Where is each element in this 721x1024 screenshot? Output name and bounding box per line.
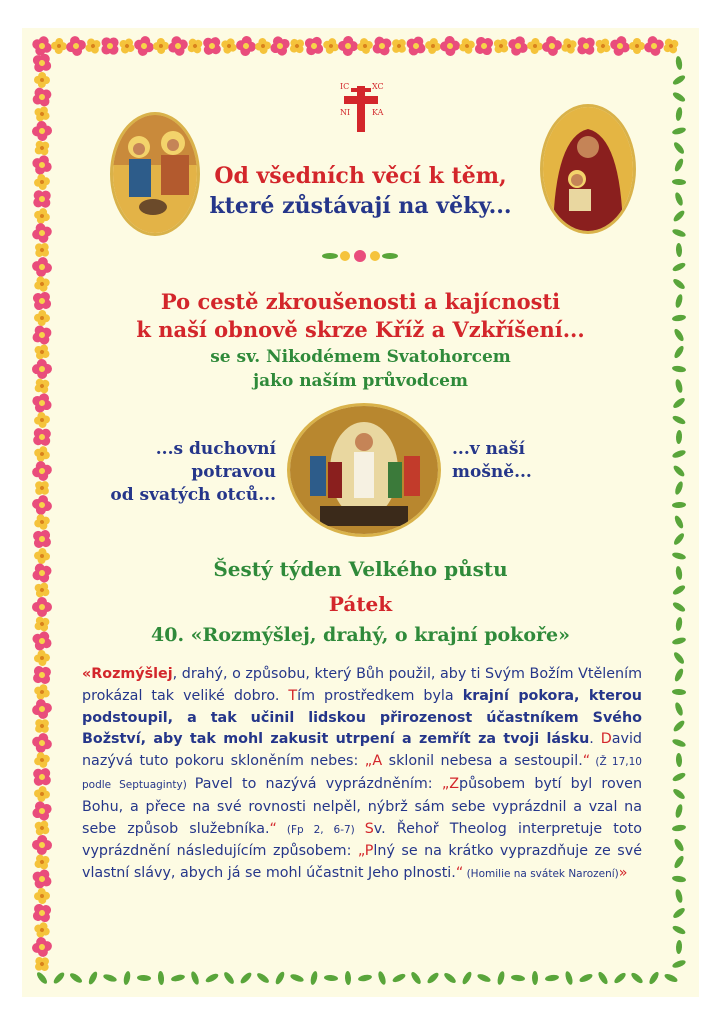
left-side-line3: od svatých otců... [110, 485, 276, 505]
body-p4-quote: působem bytí byl roven Bohu, a přece na své rovnosti nelpěl, nýbrž sám sebe vyprázdnil a vzal na sebe způsob služebníka. [82, 775, 643, 837]
body-p5-end: » [618, 865, 628, 882]
body-p4-ref: (Fp 2, 6-7) [276, 823, 365, 836]
cross-text-xc: XC [372, 82, 384, 91]
left-side-line2: potravou [191, 462, 276, 482]
heading2-line1: Po cestě zkroušenosti a kajícnosti [160, 289, 561, 314]
body-p2-end: . [589, 731, 601, 748]
body-p5: v. Řehoř Theolog interpretuje toto vyprázdnění následujícím způsobem: [82, 820, 642, 860]
body-p5-quote-red: „P [357, 843, 374, 860]
heading2-line4: jako naším průvodcem [253, 371, 468, 391]
week-title: Šestý týden Velkého půstu [213, 557, 508, 581]
body-p5-ref: (Homilie na svátek Narození) [463, 868, 619, 881]
body-p3-ref: (Ž 17,10 podle Septuaginty) [82, 756, 642, 791]
day-title: Pátek [328, 592, 393, 616]
right-side-line1: ...v naší [452, 439, 525, 459]
body-p2: ím prostředkem byla [297, 687, 463, 704]
body-p5-quote-close: “ [455, 865, 464, 882]
body-p4: Pavel to nazývá vyprázdněním: [194, 775, 442, 792]
cross-text-ka: KA [372, 108, 384, 117]
heading2-line3: se sv. Nikodémem Svatohorcem [210, 347, 511, 367]
body-p5-red: S [364, 820, 374, 837]
body-p3-quote-close: “ [582, 753, 591, 770]
heading2-line2: k naší obnově skrze Kříž a Vzkříšení... [136, 317, 585, 342]
heading1-line1: Od všedních věcí k těm, [214, 163, 507, 189]
body-p2-red: T [288, 687, 298, 704]
body-p3-red: D [600, 731, 612, 748]
body-p4-quote-red: „Z [441, 775, 460, 792]
left-side-text [96, 438, 276, 507]
reading-body [82, 664, 642, 886]
body-p1-red: «Rozmýšlej [82, 666, 173, 682]
body-p5-quote: lný se na krátko vyprazdňuje ze své vlastní slávy, abych já se mohl účastnit Jeho plnosti. [82, 843, 642, 882]
body-p1: , drahý, o způsobu, který Bůh použil, aby ti Svým Božím Vtělením prokázal tak veliké dobro. [82, 666, 642, 704]
left-side-line1: ...s duchovní [155, 439, 276, 459]
cross-icon [334, 82, 388, 136]
right-side-line2: mošně... [452, 462, 532, 482]
cross-text-ic: IC [340, 82, 350, 91]
cross-text-ni: NI [340, 108, 351, 117]
body-p3: avid nazývá tuto pokoru skloněním nebes: [82, 731, 642, 770]
heading1-line2: které zůstávají na věky... [209, 193, 512, 219]
body-p4-quote-close: “ [269, 820, 277, 837]
body-p3-quote-red: „A [364, 753, 383, 770]
floral-divider [315, 246, 405, 266]
right-side-text [452, 438, 572, 484]
body-p2-bold: krajní pokora, kterou podstoupil, a tak učinil lidskou přirozenost účastníkem Svého Božství, aby tak mohl zakusit utrpení a zemřít za tvoji lásku [82, 687, 642, 748]
body-p3-quote: sklonil nebesa a sestoupil. [382, 753, 583, 770]
resurrection-icon [287, 403, 441, 537]
reading-title: 40. «Rozmýšlej, drahý, o krajní pokoře» [151, 624, 570, 646]
